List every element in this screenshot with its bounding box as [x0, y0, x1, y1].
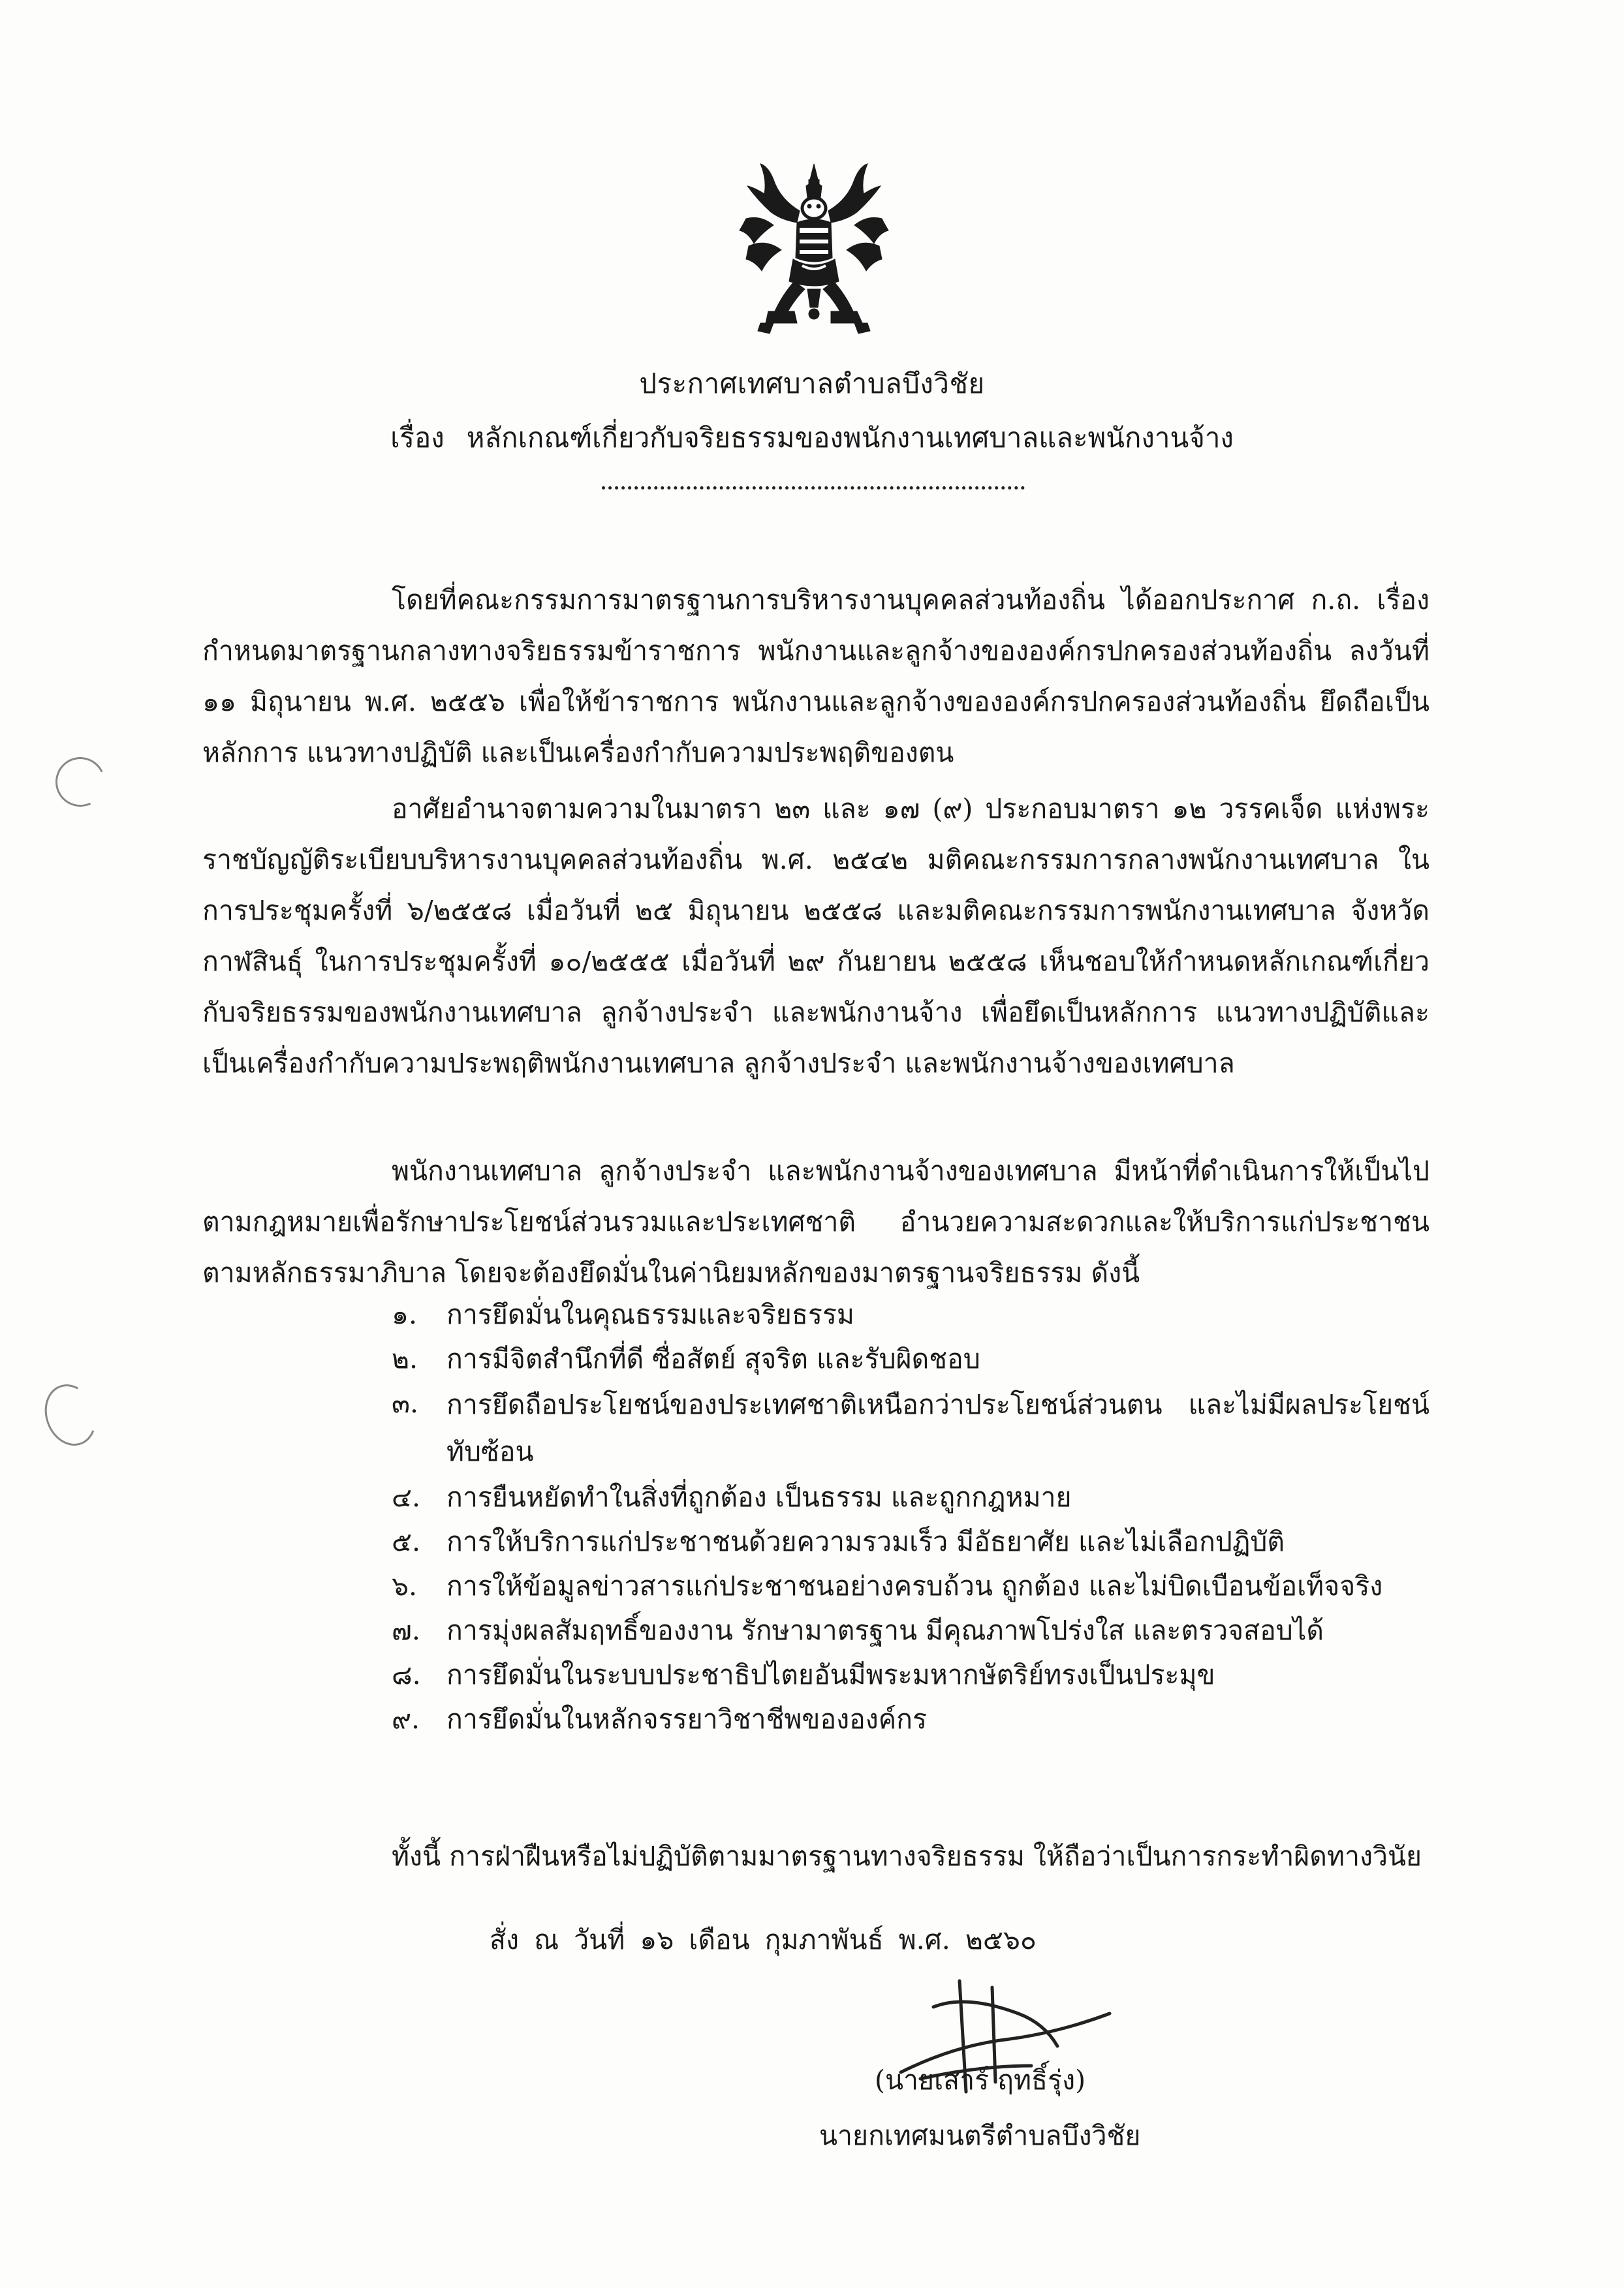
paragraph-2-text: อาศัยอำนาจตามความในมาตรา ๒๓ และ ๑๗ (๙) ประกอบมาตรา ๑๒ วรรคเจ็ด แห่งพระราชบัญญัติระเบียบบริหารงานบุคคลส่วนท้องถิ่น พ.ศ. ๒๕๔๒ มติคณะกรรมการกลางพนักงานเทศบาล ในการประชุมครั้งที่ ๖/๒๕๕๘ เมื่อวันที่ ๒๕ มิถุนายน ๒๕๕๘ และมติคณะกรรมการพนักงานเทศบาล จังหวัดกาฬสินธุ์ ในการประชุมครั้งที่ ๑๐/๒๕๕๕ เมื่อวันที่ ๒๙ กันยายน ๒๕๕๘ เห็นชอบให้กำหนดหลักเกณฑ์เกี่ยวกับจริยธรรมของพนักงานเทศบาล ลูกจ้างประจำ และพนักงานจ้าง เพื่อยึดเป็นหลักการ แนวทางปฏิบัติและเป็นเครื่องกำกับความประพฤติพนักงานเทศบาล ลูกจ้างประจำ และพนักงานจ้างของเทศบาล — [202, 793, 1429, 1079]
list-item-text: การยึดถือประโยชน์ของประเทศชาติเหนือกว่าประโยชน์ส่วนตน และไม่มีผลประโยชน์ทับซ้อน — [446, 1389, 1429, 1467]
list-item-number: ๙. — [392, 1704, 420, 1735]
subject-text: หลักเกณฑ์เกี่ยวกับจริยธรรมของพนักงานเทศบาลและพนักงานจ้าง — [466, 422, 1234, 454]
paragraph-3 — [202, 1145, 1429, 1298]
list-item-number: ๓. — [392, 1388, 419, 1419]
list-item-text: การยึดมั่นในคุณธรรมและจริยธรรม — [446, 1299, 854, 1330]
list-item-text: การให้ข้อมูลข่าวสารแก่ประชาชนอย่างครบถ้วน ถูกต้อง และไม่บิดเบือนข้อเท็จจริง — [446, 1570, 1383, 1602]
punch-hole-mark — [48, 750, 112, 813]
paragraph-1 — [202, 574, 1429, 778]
signer-position: นายกเทศมนตรีตำบลบึงวิชัย — [819, 2120, 1141, 2151]
list-item-text: การยืนหยัดทำในสิ่งที่ถูกต้อง เป็นธรรม และถูกกฎหมาย — [446, 1482, 1072, 1513]
list-item — [392, 1475, 1429, 1519]
title-divider — [602, 486, 1025, 490]
list-item — [392, 1564, 1429, 1608]
paragraph-1-text: โดยที่คณะกรรมการมาตรฐานการบริหารงานบุคคลส่วนท้องถิ่น ได้ออกประกาศ ก.ถ. เรื่อง กำหนดมาตรฐานกลางทางจริยธรรมข้าราชการ พนักงานและลูกจ้างขององค์กรปกครองส่วนท้องถิ่น ลงวันที่ ๑๑ มิถุนายน พ.ศ. ๒๕๕๖ เพื่อให้ข้าราชการ พนักงานและลูกจ้างขององค์กรปกครองส่วนท้องถิ่น ยึดถือเป็นหลักการ แนวทางปฏิบัติ และเป็นเครื่องกำกับความประพฤติของตน — [202, 584, 1429, 768]
list-item-number: ๘. — [392, 1659, 421, 1690]
principles-list — [392, 1292, 1429, 1741]
announcement-title: ประกาศเทศบาลตำบลบึงวิชัย — [639, 367, 985, 399]
list-item — [392, 1292, 1429, 1337]
issue-dateline: สั่ง ณ วันที่ ๑๖ เดือน กุมภาพันธ์ พ.ศ. ๒๕๖๐ — [490, 1924, 1037, 1955]
garuda-emblem-icon — [734, 160, 894, 343]
list-item-number: ๗. — [392, 1615, 420, 1646]
list-item-text: การมีจิตสำนึกที่ดี ซื่อสัตย์ สุจริต และรับผิดชอบ — [446, 1343, 980, 1375]
list-item-text: การให้บริการแก่ประชาชนด้วยความรวมเร็ว มีอัธยาศัย และไม่เลือกปฏิบัติ — [446, 1526, 1285, 1557]
list-item-text: การมุ่งผลสัมฤทธิ์ของงาน รักษามาตรฐาน มีคุณภาพโปร่งใส และตรวจสอบได้ — [446, 1615, 1324, 1646]
list-item — [392, 1519, 1429, 1564]
paragraph-2 — [202, 783, 1429, 1089]
list-item — [392, 1653, 1429, 1697]
list-item — [392, 1337, 1429, 1381]
list-item-text: การยึดมั่นในระบบประชาธิปไตยอันมีพระมหากษัตริย์ทรงเป็นประมุข — [446, 1659, 1215, 1690]
subject-label: เรื่อง — [390, 422, 445, 454]
list-item-number: ๖. — [392, 1570, 418, 1602]
signer-name: (นายเสาร์ ฤทธิ์รุ่ง) — [875, 2064, 1086, 2096]
list-item-number: ๔. — [392, 1482, 421, 1513]
list-item — [392, 1608, 1429, 1653]
list-item-number: ๒. — [392, 1343, 418, 1375]
paragraph-3-text: พนักงานเทศบาล ลูกจ้างประจำ และพนักงานจ้างของเทศบาล มีหน้าที่ดำเนินการให้เป็นไปตามกฎหมายเพื่อรักษาประโยชน์ส่วนรวมและประเทศชาติ อำนวยความสะดวกและให้บริการแก่ประชาชนตามหลักธรรมาภิบาล โดยจะต้องยึดมั่นในค่านิยมหลักของมาตรฐานจริยธรรม ดังนี้ — [202, 1155, 1429, 1288]
list-item-text: การยึดมั่นในหลักจรรยาวิชาชีพขององค์กร — [446, 1704, 928, 1735]
closing-statement: ทั้งนี้ การฝ่าฝืนหรือไม่ปฏิบัติตามมาตรฐานทางจริยธรรม ให้ถือว่าเป็นการกระทำผิดทางวินัย — [392, 1841, 1422, 1872]
announcement-subject — [0, 416, 1624, 459]
list-item — [392, 1697, 1429, 1741]
punch-hole-mark — [37, 1377, 104, 1453]
list-item-number: ๕. — [392, 1526, 421, 1557]
list-item-number: ๑. — [392, 1299, 418, 1330]
list-item — [392, 1381, 1429, 1475]
